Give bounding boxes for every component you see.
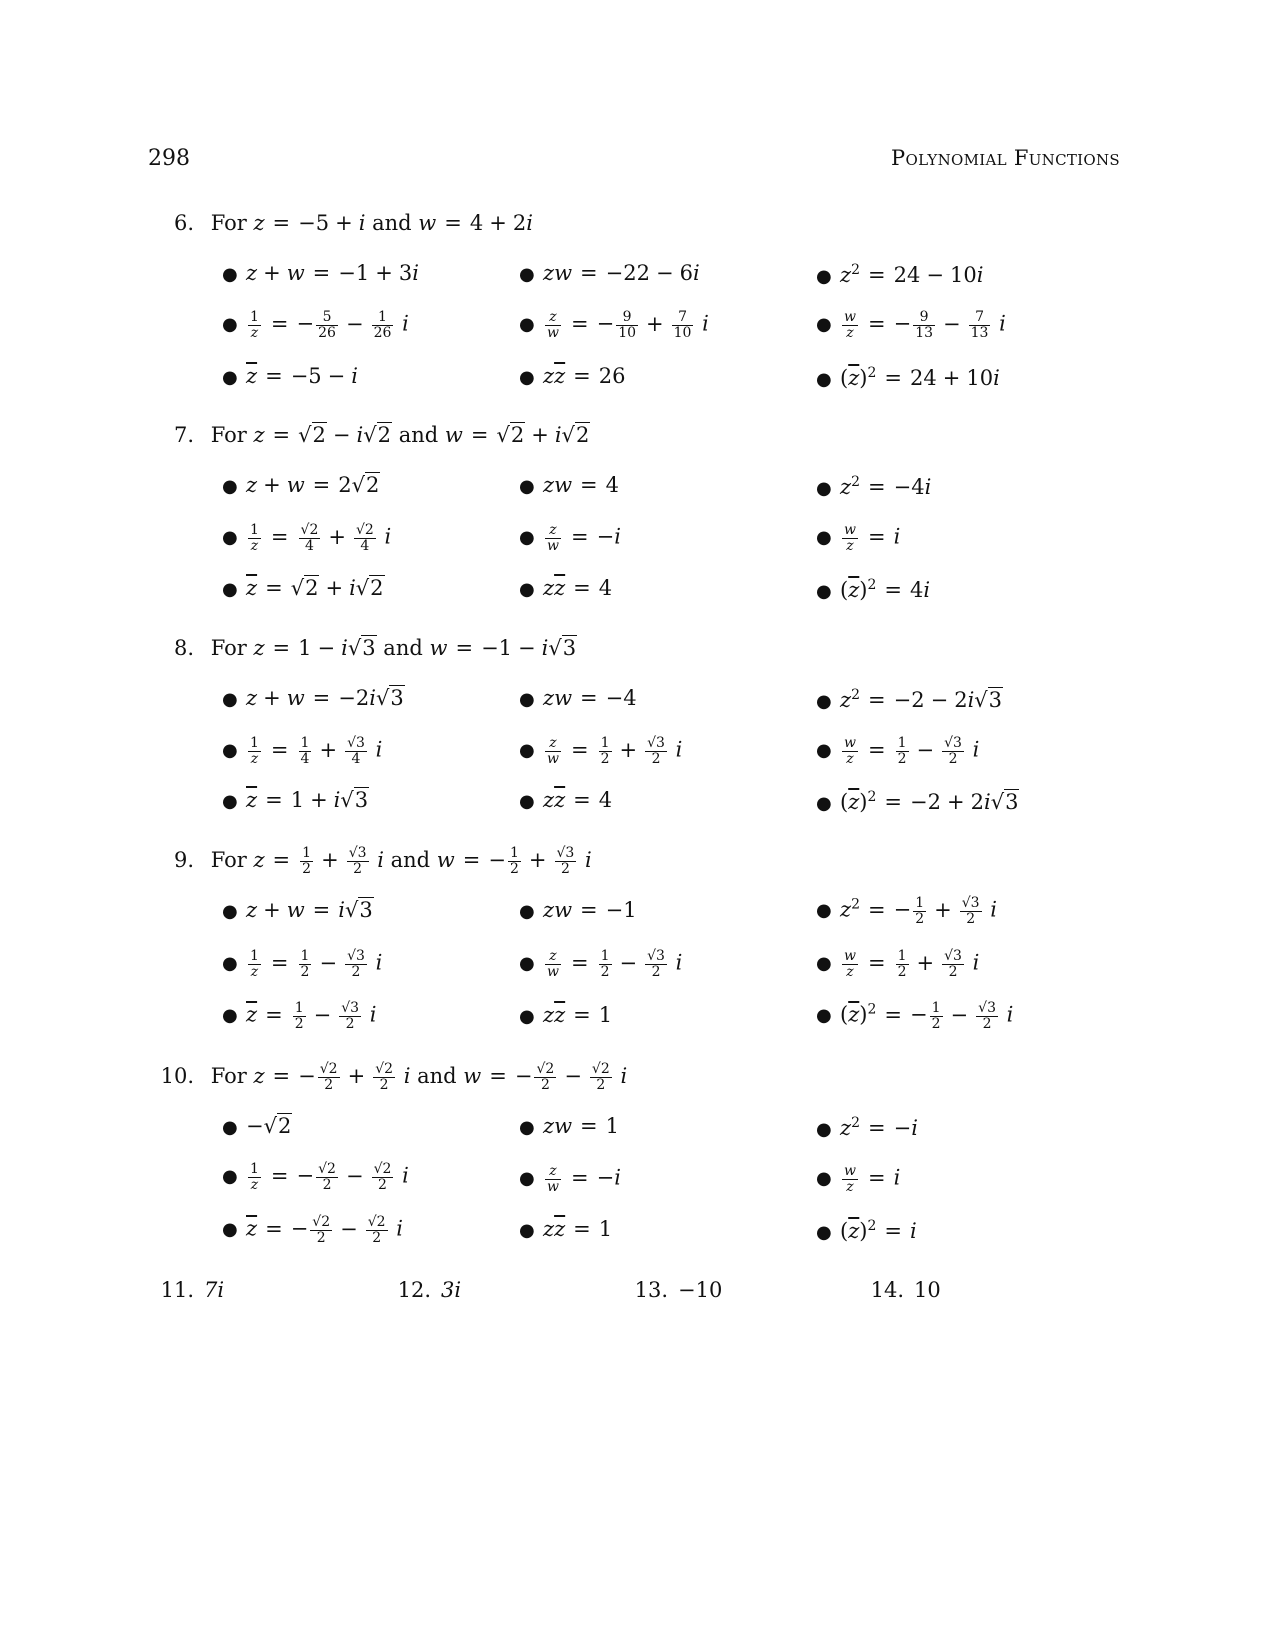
list-item: ● $\frac{w}{z}$ = i xyxy=(816,1163,901,1195)
problem-9-heading xyxy=(148,846,1148,876)
list-item: ● $\frac{1}{z}$ = $\frac{1}{4}$ + $\frac{√3}{4}$ i xyxy=(222,735,383,767)
problem-number: 13. xyxy=(634,1278,668,1302)
problem-statement: For z = − $\frac{√2}{2}$ + $\frac{√2}{2}$ i and w = − $\frac{√2}{2}$ − $\frac{√2}{2}$ i xyxy=(210,1061,628,1093)
list-item: ● $\frac{w}{z}$ = $\frac{1}{2}$ + $\frac{√3}{2}$ i xyxy=(816,948,980,980)
list-item: ● $\overline{z}$ = $\frac{1}{2}$ − $\frac{√3}{2}$ i xyxy=(222,1000,377,1032)
answer-value: −10 xyxy=(678,1278,723,1302)
list-item: ● $(\overline{z})^2 = 24 + 10i$ xyxy=(816,365,1000,390)
list-item: ● z + w = −1 + 3i xyxy=(222,261,419,285)
list-item: ● $\overline{z} = 1 + i√3$ xyxy=(222,788,369,812)
list-item: ● $z\overline{z} = 1$ xyxy=(519,1003,613,1027)
list-item: ● $\frac{1}{z}$ = $\frac{√2}{4}$ + $\frac{√2}{4}$ i xyxy=(222,522,392,554)
list-item: ● $\frac{w}{z}$ = − $\frac{9}{13}$ − $\frac{7}{13}$ i xyxy=(816,309,1006,341)
answer-value: 10 xyxy=(914,1278,941,1302)
list-item: ● zw = 4 xyxy=(519,473,620,497)
problem-7-heading xyxy=(148,423,1148,447)
list-item: ● z + w = −2i√3 xyxy=(222,686,404,710)
list-item: ● $\frac{z}{w}$ = $\frac{1}{2}$ + $\frac{√3}{2}$ i xyxy=(519,735,683,767)
list-item: ● zw = 1 xyxy=(519,1114,620,1138)
list-item: ● $z^2$ = − $\frac{1}{2}$ + $\frac{√3}{2}$ i xyxy=(816,895,997,927)
list-item: ● $z^2 = 24 - 10i$ xyxy=(816,262,984,287)
list-item: ● z + w = 2√2 xyxy=(222,473,380,497)
list-item: ● $(\overline{z})^2 = i$ xyxy=(816,1218,917,1243)
problem-8-heading xyxy=(148,636,1148,660)
problem-number: 12. xyxy=(397,1278,431,1302)
list-item: ● $\frac{w}{z}$ = $\frac{1}{2}$ − $\frac{√3}{2}$ i xyxy=(816,735,980,767)
list-item: ● $z\overline{z} = 1$ xyxy=(519,1217,613,1241)
answer-value: 7i xyxy=(204,1278,225,1302)
answer-11 xyxy=(148,1278,224,1302)
list-item: ● $\frac{1}{z}$ = $\frac{1}{2}$ − $\frac{√3}{2}$ i xyxy=(222,948,383,980)
answer-12 xyxy=(385,1278,461,1302)
list-item: ● $\frac{1}{z}$ = − $\frac{5}{26}$ − $\frac{1}{26}$ i xyxy=(222,309,409,341)
list-item: ● $\frac{z}{w}$ = − $\frac{9}{10}$ + $\frac{7}{10}$ i xyxy=(519,309,709,341)
answer-14 xyxy=(858,1278,941,1302)
answer-value: 3i xyxy=(441,1278,462,1302)
list-item: ● $\overline{z}$ = − $\frac{√2}{2}$ − $\frac{√2}{2}$ i xyxy=(222,1214,403,1246)
list-item: ● $z^2 = -4i$ xyxy=(816,474,932,499)
list-item: ● $\frac{w}{z}$ = i xyxy=(816,522,901,554)
page-number: 298 xyxy=(148,146,190,171)
running-title-text: Polynomial Functions xyxy=(891,146,1120,170)
list-item: ● $\frac{z}{w}$ = $\frac{1}{2}$ − $\frac{√3}{2}$ i xyxy=(519,948,683,980)
list-item: ● $z^2 = -2 - 2i√3$ xyxy=(816,687,1003,712)
list-item: ● $(\overline{z})^2 = -2 + 2i√3$ xyxy=(816,789,1019,814)
list-item: ● $z\overline{z} = 26$ xyxy=(519,364,626,388)
problem-number: 8. xyxy=(173,636,194,660)
list-item: ● $z\overline{z} = 4$ xyxy=(519,576,613,600)
problem-number: 11. xyxy=(160,1278,194,1302)
problem-number: 7. xyxy=(173,423,194,447)
list-item: ● zw = −4 xyxy=(519,686,637,710)
list-item: ● $\overline{z} = -5 - i$ xyxy=(222,364,358,388)
problem-number: 10. xyxy=(160,1063,194,1088)
problem-6-heading xyxy=(148,211,1148,235)
list-item: ● z + w = i√3 xyxy=(222,898,373,922)
list-item: ● −√2 xyxy=(222,1114,292,1138)
problem-statement: For z = √2 − i√2 and w = √2 + i√2 xyxy=(210,423,590,447)
problem-number: 14. xyxy=(870,1278,904,1302)
problem-number: 6. xyxy=(173,211,194,235)
list-item: ● $z^2 = -i$ xyxy=(816,1115,918,1140)
list-item: ● zw = −22 − 6i xyxy=(519,261,700,285)
problem-10-heading xyxy=(148,1062,1148,1092)
problem-statement: For z = −5 + i and w = 4 + 2i xyxy=(210,211,533,235)
problem-statement: For z = $\frac{1}{2}$ + $\frac{√3}{2}$ i and w = − $\frac{1}{2}$ + $\frac{√3}{2}$ i xyxy=(210,845,592,877)
answer-13 xyxy=(622,1278,722,1302)
list-item: ● $(\overline{z})^2 = 4i$ xyxy=(816,577,931,602)
page-header xyxy=(148,146,1120,176)
problem-number: 9. xyxy=(173,847,194,872)
list-item: ● $\frac{1}{z}$ = − $\frac{√2}{2}$ − $\frac{√2}{2}$ i xyxy=(222,1161,409,1193)
running-title xyxy=(891,146,1120,170)
list-item: ● $z\overline{z} = 4$ xyxy=(519,788,613,812)
list-item: ● $\overline{z} = √2 + i√2$ xyxy=(222,576,384,600)
problem-statement: For z = 1 − i√3 and w = −1 − i√3 xyxy=(210,636,577,660)
list-item: ● zw = −1 xyxy=(519,898,637,922)
list-item: ● $(\overline{z})^2$ = − $\frac{1}{2}$ − $\frac{√3}{2}$ i xyxy=(816,1000,1014,1032)
list-item: ● $\frac{z}{w}$ = −i xyxy=(519,1163,621,1195)
list-item: ● $\frac{z}{w}$ = −i xyxy=(519,522,621,554)
